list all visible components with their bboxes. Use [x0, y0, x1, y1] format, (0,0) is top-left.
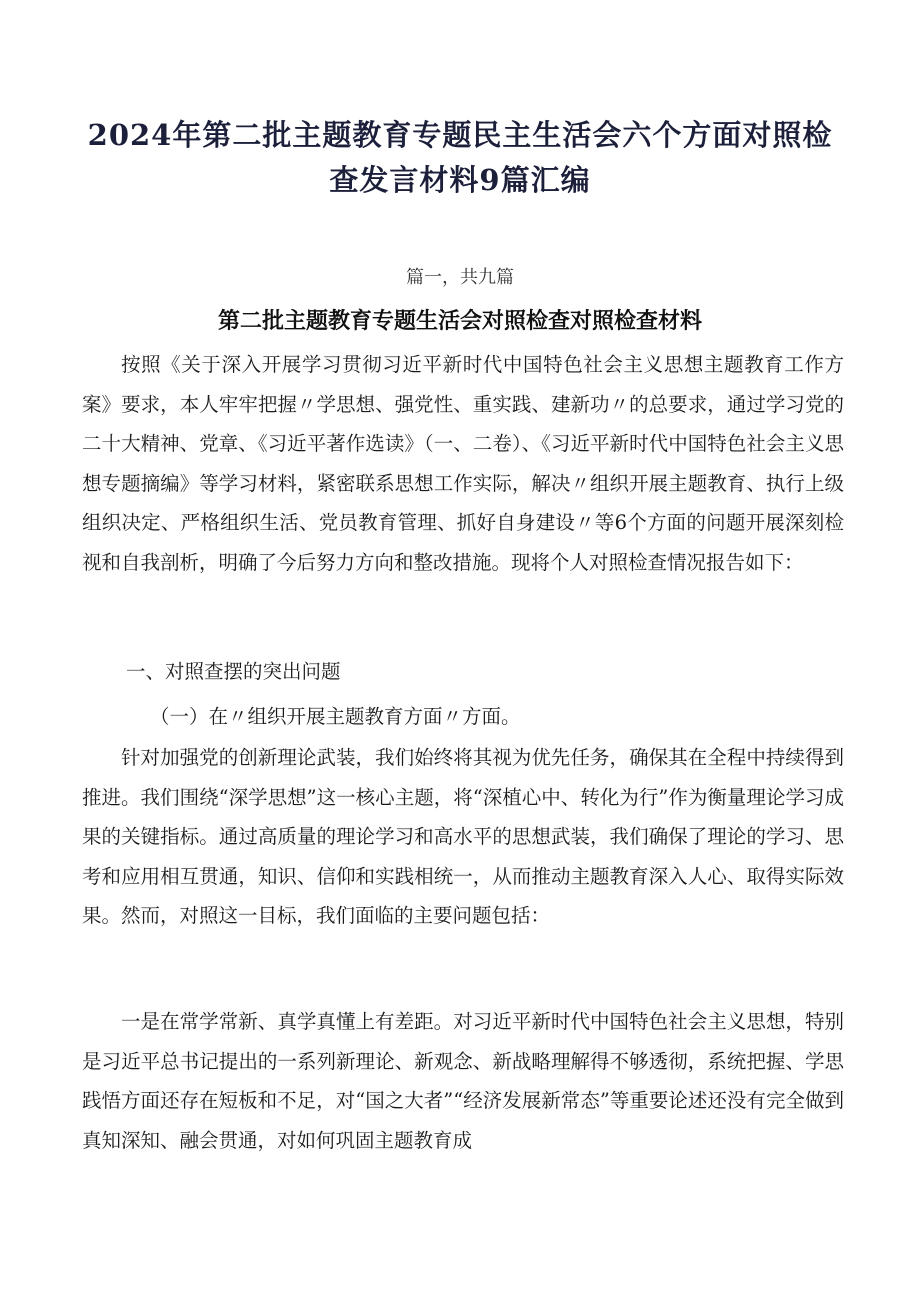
document-title-line-2: 查发言材料9篇汇编: [329, 163, 591, 197]
section-label: 篇一，共九篇: [406, 267, 514, 288]
body-paragraph-2: 针对加强党的创新理论武装，我们始终将其视为优先任务，确保其在全程中持续得到推进。我们围绕“深学思想”这一核心主题，将“深植心中、转化为行”作为衡量理论学习成果的关键指标。通过高质量的理论学习和高水平的思想武装，我们确保了理论的学习、思考和应用相互贯通，知识、信仰和实践相统一，从而推动主题教育深入人心、取得实际效果。然而，对照这一目标，我们面临的主要问题包括：: [82, 746, 844, 928]
body-paragraph-3: 一是在常学常新、真学真懂上有差距。对习近平新时代中国特色社会主义思想，特别是习近平总书记提出的一系列新理论、新观念、新战略理解得不够透彻，系统把握、学思践悟方面还存在短板和不足，对“国之大者”“经济发展新常态”等重要论述还没有完全做到真知深知、融会贯通，对如何巩固主题教育成: [82, 1010, 844, 1152]
subsection-heading: （一）在〃组织开展主题教育方面〃方面。: [150, 705, 521, 728]
document-title-line-1: 2024年第二批主题教育专题民主生活会六个方面对照检: [87, 118, 833, 152]
article-title: 第二批主题教育专题生活会对照检查对照检查材料: [217, 309, 702, 334]
section-heading: 一、对照查摆的突出问题: [126, 660, 341, 683]
intro-paragraph: 按照《关于深入开展学习贯彻习近平新时代中国特色社会主义思想主题教育工作方案》要求，本人牢牢把握〃学思想、强党性、重实践、建新功〃的总要求，通过学习党的二十大精神、党章、《习近平著作选读》（一、二卷）、《习近平新时代中国特色社会主义思想专题摘编》等学习材料，紧密联系思想工作实际，解决〃组织开展主题教育、执行上级组织决定、严格组织生活、党员教育管理、抓好自身建设〃等6个方面的问题开展深刻检视和自我剖析，明确了今后努力方向和整改措施。现将个人对照检查情况报告如下：: [82, 353, 844, 574]
